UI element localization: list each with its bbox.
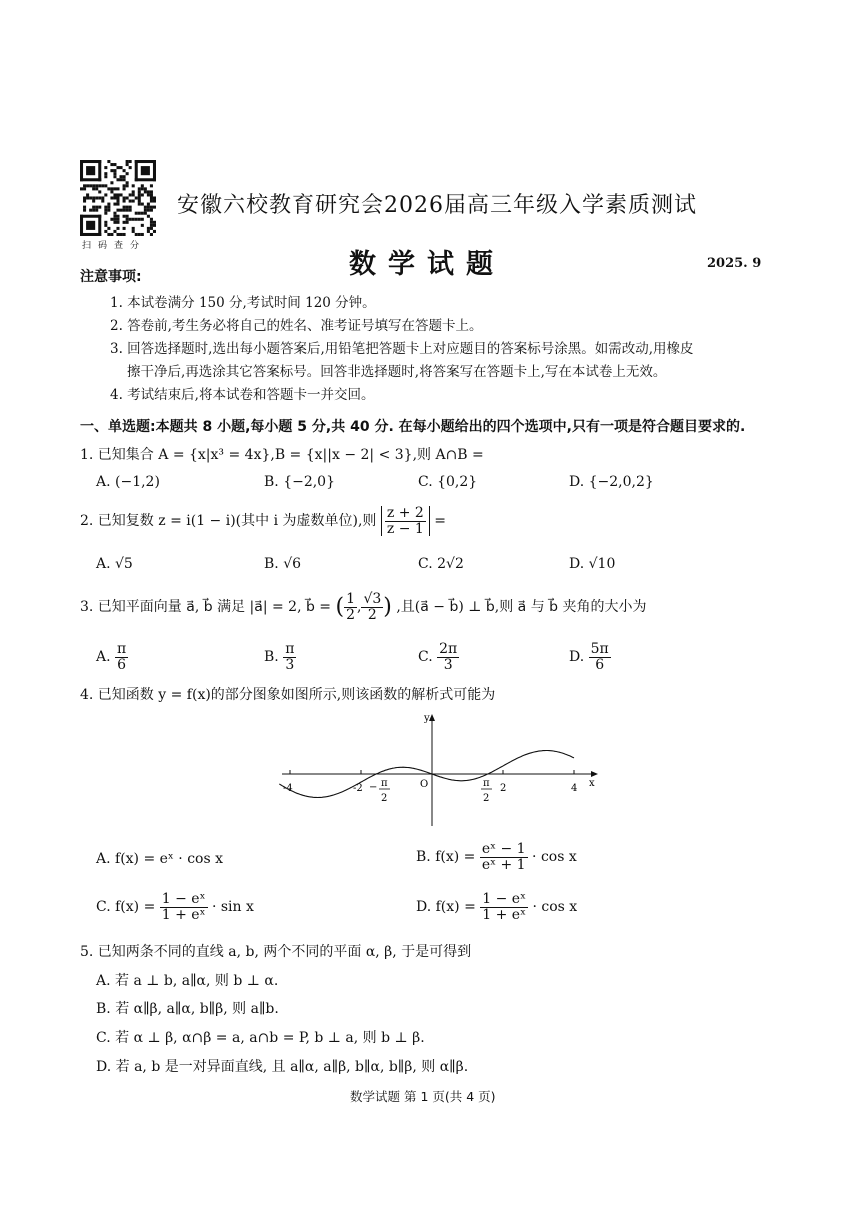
q4-option-d-num: 1 − eˣ (482, 891, 527, 907)
x-axis-label: x (589, 778, 595, 789)
q5-option-c: C. 若 α ⊥ β, α∩β = a, a∩b = P, b ⊥ a, 则 b ⊥ β. (96, 1030, 425, 1046)
question-2-stem (80, 506, 446, 536)
q1-option-a: A. (−1,2) (96, 474, 160, 490)
q4-option-b-den: eˣ + 1 (481, 856, 526, 873)
note-item: 1. 本试卷满分 150 分,考试时间 120 分钟。 (110, 295, 376, 311)
q2-denominator: z − 1 (386, 520, 424, 537)
note-item: 4. 考试结束后,将本试卷和答题卡一并交回。 (110, 387, 375, 403)
q3-option-d-den: 6 (595, 656, 605, 673)
q3-option-d (569, 642, 611, 672)
y-axis-arrow (429, 714, 435, 721)
q2-numerator: z + 2 (386, 505, 424, 521)
page-footer: 数学试题 第 1 页(共 4 页) (350, 1089, 496, 1104)
question-5-stem: 5. 已知两条不同的直线 a, b, 两个不同的平面 α, β, 于是可得到 (80, 944, 472, 960)
exam-date: 2025. 9 (707, 256, 762, 271)
y-axis-label: y (424, 713, 430, 724)
q5-option-d: D. 若 a, b 是一对异面直线, 且 a∥α, a∥β, b∥α, b∥β, 则 α∥β. (96, 1059, 469, 1075)
function-graph (278, 712, 602, 832)
q2-abs-expression (381, 506, 430, 536)
q1-option-b: B. {−2,0} (264, 474, 335, 490)
q4-option-b (416, 842, 577, 872)
q3-stem-text-b: ,且(a⃗ − b⃗) ⊥ b⃗,则 a⃗ 与 b⃗ 夹角的大小为 (396, 599, 647, 616)
q3-option-c-num: 2π (439, 641, 458, 657)
subject-title: 数学试题 (349, 249, 505, 280)
origin-label: O (420, 779, 429, 790)
q5-option-a: A. 若 a ⊥ b, a∥α, 则 b ⊥ α. (96, 973, 279, 989)
q4-option-c-den: 1 + eˣ (161, 906, 206, 923)
q4-option-b-num: eˣ − 1 (481, 841, 526, 857)
q5-option-b: B. 若 α∥β, a∥α, b∥β, 则 a∥b. (96, 1001, 279, 1017)
q3-option-c-den: 3 (443, 656, 453, 673)
q2-option-c: C. 2√2 (418, 556, 464, 572)
q3-option-c-label: C. (418, 649, 433, 666)
pi-half-num: π (483, 778, 490, 789)
x-axis-arrow (591, 771, 598, 777)
notes-heading: 注意事项: (80, 269, 142, 285)
q4-option-d-den: 1 + eˣ (482, 906, 527, 923)
q4-option-d-tail: · cos x (532, 899, 578, 916)
note-item: 擦干净后,再选涂其它答案标号。回答非选择题时,将答案写在答题卡上,写在本试卷上无效。 (127, 364, 667, 380)
qr-caption: 扫码查分 (82, 241, 147, 251)
q3-option-a-label: A. (96, 649, 111, 666)
q3-option-d-label: D. (569, 649, 585, 666)
q4-option-c (96, 892, 254, 922)
question-4-stem: 4. 已知函数 y = f(x)的部分图象如图所示,则该函数的解析式可能为 (80, 687, 496, 703)
tick-label-neg2: -2 (353, 783, 363, 794)
q3-option-a-num: π (117, 641, 127, 657)
q4-option-a: A. f(x) = eˣ · cos x (96, 851, 224, 867)
q3-option-b-num: π (285, 641, 295, 657)
tick-label-neg4: -4 (283, 783, 293, 794)
q4-option-d-label: D. f(x) = (416, 899, 476, 916)
q1-option-c: C. {0,2} (418, 474, 478, 490)
q3-sqrt3-den: 2 (367, 606, 377, 623)
tick-label-4: 4 (571, 783, 578, 794)
neg-pi-half-num: π (381, 778, 388, 789)
q2-stem-text: 2. 已知复数 z = i(1 − i)(其中 i 为虚数单位),则 (80, 513, 377, 530)
q3-sqrt3-num: √3 (363, 591, 382, 607)
q2-option-d: D. √10 (569, 556, 616, 572)
q3-option-b (264, 642, 296, 672)
q1-option-d: D. {−2,0,2} (569, 474, 654, 490)
neg-sign: − (369, 782, 378, 793)
q4-option-c-label: C. f(x) = (96, 899, 156, 916)
neg-pi-half-den: 2 (381, 793, 388, 804)
q2-fraction (385, 506, 426, 536)
q2-option-b: B. √6 (264, 556, 302, 572)
qr-code (80, 160, 156, 236)
question-1-stem: 1. 已知集合 A = {x|x³ = 4x},B = {x||x − 2| < 3},则 A∩B = (80, 447, 484, 463)
q4-option-b-label: B. f(x) = (416, 849, 476, 866)
q4-option-b-tail: · cos x (532, 849, 577, 866)
note-item: 3. 回答选择题时,选出每小题答案后,用铅笔把答题卡上对应题目的答案标号涂黑。如需改动,用橡皮 (110, 341, 694, 357)
question-3-stem: 3. 已知平面向量 a⃗, b⃗ 满足 |a⃗| = 2, b⃗ = ( $\frac{1}{2}$ , $\frac{√3}{2}$ ) ,且(a⃗ − b⃗) ⊥ b⃗,则 a⃗ 与 b⃗ 夹角的大小为 (80, 591, 647, 623)
q4-option-c-tail: · sin x (211, 899, 254, 916)
q4-option-d (416, 892, 577, 922)
q3-half-num: 1 (346, 591, 356, 607)
note-item: 2. 答卷前,考生务必将自己的姓名、准考证号填写在答题卡上。 (110, 318, 483, 334)
q3-option-b-label: B. (264, 649, 279, 666)
q3-half-den: 2 (346, 606, 356, 623)
q2-equals: = (434, 513, 446, 530)
q3-option-b-den: 3 (285, 656, 295, 673)
tick-label-2: 2 (500, 783, 507, 794)
q3-option-d-num: 5π (590, 641, 609, 657)
q4-option-c-num: 1 − eˣ (161, 891, 206, 907)
q3-option-a (96, 642, 128, 672)
section-heading: 一、单选题:本题共 8 小题,每小题 5 分,共 40 分. 在每小题给出的四个选项中,只有一项是符合题目要求的. (80, 419, 746, 435)
exam-title: 安徽六校教育研究会2026届高三年级入学素质测试 (177, 193, 697, 218)
q3-frac-sqrt3 (361, 592, 383, 622)
q3-option-c (418, 642, 459, 672)
q3-frac-half (344, 592, 357, 622)
q3-stem-text-a: 3. 已知平面向量 a⃗, b⃗ 满足 |a⃗| = 2, b⃗ = (80, 599, 332, 616)
q3-option-a-den: 6 (117, 656, 127, 673)
q2-option-a: A. √5 (96, 556, 133, 572)
pi-half-den: 2 (483, 793, 490, 804)
